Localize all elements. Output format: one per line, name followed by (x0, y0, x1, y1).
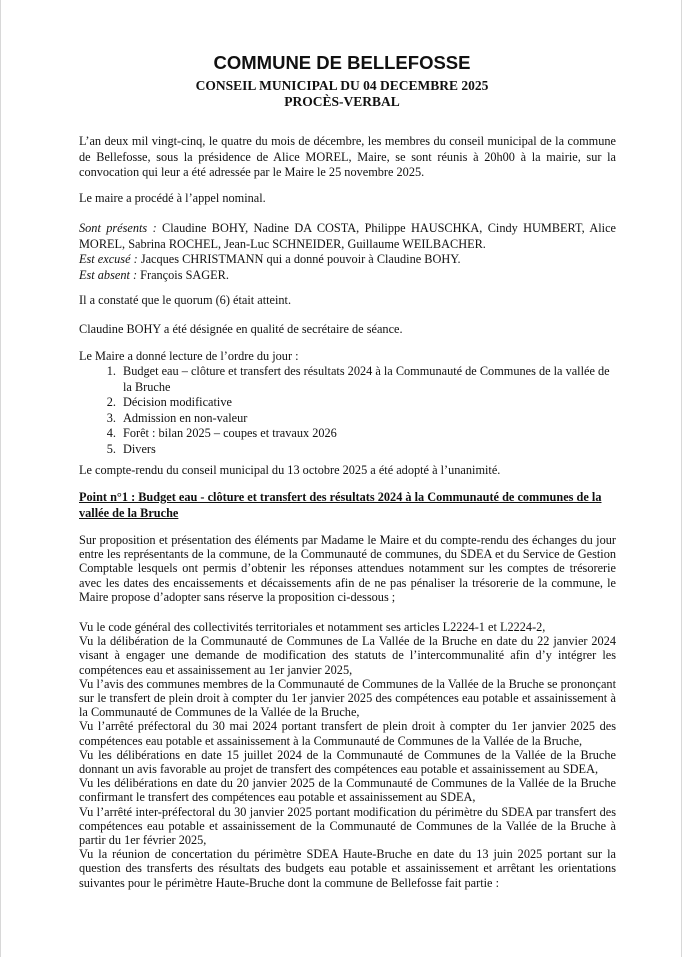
agenda-item: 1. Budget eau – clôture et transfert des résultats 2024 à la Communauté de Communes de la vallée de la Bruche (119, 364, 616, 395)
excuse-text: Jacques CHRISTMANN qui a donné pouvoir à Claudine BOHY. (140, 252, 461, 266)
intro-paragraph: L’an deux mil vingt-cinq, le quatre du mois de décembre, les membres du conseil municipal de la commune de Bellefosse, sous la présidence de Alice MOREL, Maire, se sont réunis à 20h00 à la mairie, sur la convocation qui leur a été adressée par le Maire le 25 novembre 2025. (79, 134, 616, 179)
agenda-item: 2. Décision modificative (119, 395, 616, 411)
agenda-list (79, 364, 616, 457)
agenda-item: 3. Admission en non-valeur (119, 411, 616, 427)
commune-title: COMMUNE DE BELLEFOSSE (213, 52, 471, 73)
excuse-label: Est excusé : (79, 252, 138, 266)
absent-text: François SAGER. (140, 267, 229, 282)
absent-label: Est absent : (79, 267, 138, 282)
proces-verbal-title: PROCÈS-VERBAL (284, 94, 400, 109)
quorum-line: Il a constaté que le quorum (6) était atteint. (79, 293, 292, 307)
presents-label: Sont présents : (79, 221, 157, 235)
appel-nominal: Le maire a procédé à l’appel nominal. (79, 191, 266, 205)
secretaire-line: Claudine BOHY a été désignée en qualité de secrétaire de séance. (79, 322, 403, 336)
presents-list: Claudine BOHY, Nadine DA COSTA, Philippe HAUSCHKA, Cindy HUMBERT, Alice MOREL, Sabrina ROCHEL, Jean-Luc SCHNEIDER, Guillaume WEILBACHER. (79, 221, 616, 251)
point-1-considerants: Vu le code général des collectivités territoriales et notamment ses articles L2224-1 et L2224-2, Vu la délibération de la Communauté de Communes de La Vallée de la Bruche en date du 22 janvier 2024 visant à engager une demande de modification des statuts de l’intercommunalité afin d’y intégrer les compétences eau et assainissement au 1er janvier 2025, Vu l’avis des communes membres de la Communauté de Communes de la Vallée de la Bruche se prononçant sur le transfert de plein droit à compter du 1er janvier 2025 des compétences eau potable et assainissement à la Communauté de Communes de la Vallée de la Bruche, Vu l’arrêté préfectoral du 30 mai 2024 portant transfert de plein droit à compter du 1er janvier 2025 des compétences eau potable et assainissement à la Communauté de Communes de la Vallée de la Bruche, Vu les délibérations en date 15 juillet 2024 de la Communauté de Communes de la Vallée de la Bruche donnant un avis favorable au projet de transfert des compétences eau potable et assainissement au SDEA, Vu les délibérations en date du 20 janvier 2025 de la Communauté de Communes de la Vallée de la Bruche confirmant le transfert des compétences eau potable et assainissement au SDEA, Vu l’arrêté inter-préfectoral du 30 janvier 2025 portant modification du périmètre du SDEA par transfert des compétences eau potable et assainissement de la Communauté de Communes de la Vallée de la Bruche à partir du 1er février 2025, Vu la réunion de concertation du périmètre SDEA Haute-Bruche en date du 13 juin 2025 portant sur la question des transferts des résultats des budgets eau potable et assainissement et arrêtant les orientations suivantes pour le périmètre Haute-Bruche dont la commune de Bellefosse fait partie : (79, 620, 616, 890)
agenda-item: 4. Forêt : bilan 2025 – coupes et travaux 2026 (119, 426, 616, 442)
attendance-block (79, 221, 616, 283)
point-1-title: Point n°1 : Budget eau - clôture et transfert des résultats 2024 à la Communauté de communes de la vallée de la Bruche (79, 490, 602, 520)
compte-rendu-line: Le compte-rendu du conseil municipal du 13 octobre 2025 a été adopté à l’unanimité. (79, 463, 501, 477)
point-1-proposition: Sur proposition et présentation des éléments par Madame le Maire et du compte-rendu des échanges du jour entre les représentants de la commune, de la Communauté de communes, du SDEA et du Service de Gestion Comptable lesquels ont permis d’obtenir les réponses attendues notamment sur les comptes de trésorerie avec les dates des encaissements et décaissements afin de ne pas pénaliser la trésorerie de la commune, le Maire propose d’adopter sans réserve la proposition ci-dessous ; (79, 533, 616, 604)
ordre-du-jour-intro: Le Maire a donné lecture de l’ordre du jour : (79, 349, 299, 363)
agenda-item: 5. Divers (119, 442, 616, 458)
conseil-title: CONSEIL MUNICIPAL DU 04 DECEMBRE 2025 (195, 78, 489, 93)
